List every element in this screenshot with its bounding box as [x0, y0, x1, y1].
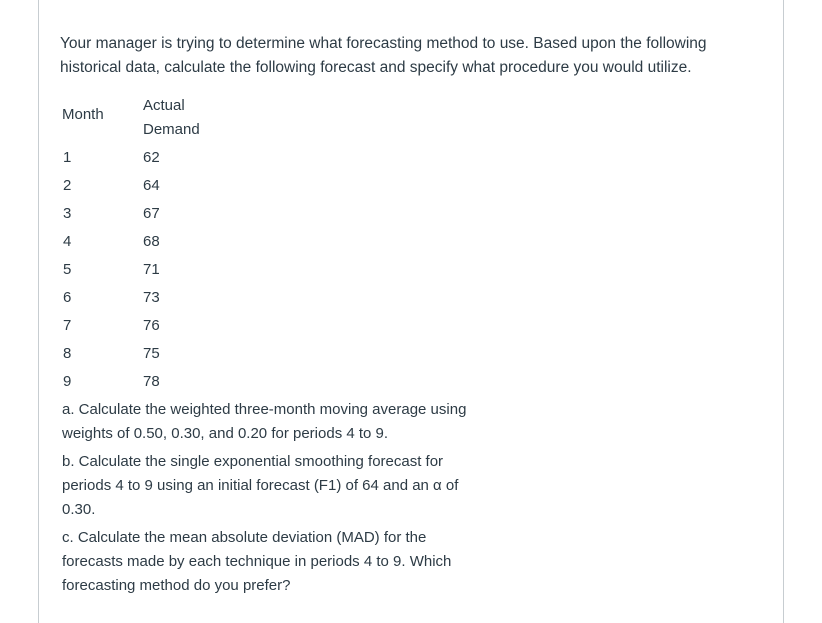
table-row	[62, 286, 262, 314]
demand-cell: 76	[143, 317, 160, 334]
demand-cell: 64	[143, 177, 160, 194]
table-row	[62, 314, 262, 342]
question-part-a: a. Calculate the weighted three-month moving average using weights of 0.50, 0.30, and 0.20 for periods 4 to 9.	[62, 401, 467, 442]
table-row	[62, 146, 262, 174]
month-cell: 3	[63, 205, 72, 222]
table-row	[62, 258, 262, 286]
actual-demand-column-header	[143, 94, 200, 142]
demand-cell: 71	[143, 261, 160, 278]
month-cell: 4	[63, 233, 72, 250]
demand-cell: 78	[143, 373, 160, 390]
month-cell: 7	[63, 317, 72, 334]
table-row	[62, 202, 262, 230]
table-row	[62, 370, 262, 398]
table-row	[62, 174, 262, 202]
table-body	[62, 146, 262, 398]
question-part-b: b. Calculate the single exponential smoothing forecast for periods 4 to 9 using an initial forecast (F1) of 64 and an α of 0.30.	[62, 453, 459, 518]
demand-cell: 73	[143, 289, 160, 306]
month-cell: 1	[63, 149, 72, 166]
question-part-c: c. Calculate the mean absolute deviation (MAD) for the forecasts made by each technique in periods 4 to 9. Which forecasting method do you prefer?	[62, 529, 452, 594]
month-cell: 6	[63, 289, 72, 306]
month-cell: 2	[63, 177, 72, 194]
table-row	[62, 342, 262, 370]
table-row	[62, 230, 262, 258]
month-cell: 5	[63, 261, 72, 278]
actual-demand-header-line2: Demand	[143, 121, 200, 138]
demand-cell: 75	[143, 345, 160, 362]
month-column-header: Month	[62, 106, 104, 123]
demand-cell: 62	[143, 149, 160, 166]
actual-demand-header-line1: Actual	[143, 97, 185, 114]
month-cell: 9	[63, 373, 72, 390]
demand-cell: 67	[143, 205, 160, 222]
month-cell: 8	[63, 345, 72, 362]
question-intro: Your manager is trying to determine what forecasting method to use. Based upon the following historical data, calculate the following forecast and specify what procedure you would utilize.	[60, 35, 707, 76]
demand-cell: 68	[143, 233, 160, 250]
